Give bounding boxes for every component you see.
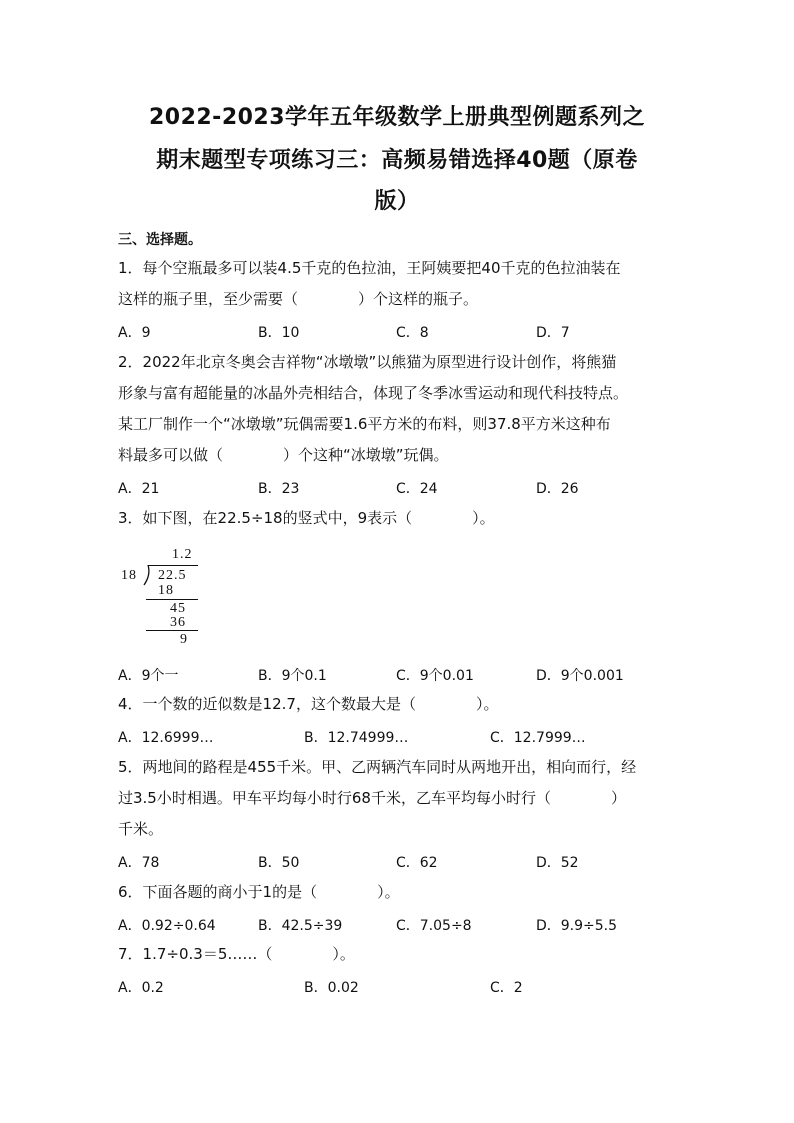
question-2-line-1: 2．2022年北京冬奥会吉祥物“冰墩墩”以熊猫为原型进行设计创作，将熊猫 [118, 353, 617, 371]
option-b[interactable]: B．10 [258, 325, 300, 341]
question-1 [118, 253, 678, 315]
option-c[interactable]: C．2 [490, 980, 523, 996]
question-6-options [118, 915, 678, 935]
question-1-line-2: 这样的瓶子里，至少需要（ ）个这样的瓶子。 [118, 290, 479, 308]
division-step-2: 45 [170, 601, 186, 616]
division-divisor: 18 [121, 568, 137, 583]
question-3-options [118, 665, 678, 685]
question-4-options [118, 727, 678, 747]
title-line-3: 版） [374, 189, 420, 214]
question-2-line-4: 料最多可以做（ ）个这种“冰墩墩”玩偶。 [118, 446, 449, 464]
division-dividend: 22.5 [158, 568, 187, 583]
division-quotient: 1.2 [172, 547, 193, 562]
option-c[interactable]: C．9个0.01 [396, 668, 474, 684]
option-b[interactable]: B．0.02 [304, 980, 359, 996]
option-c[interactable]: C．24 [396, 481, 438, 497]
question-4 [118, 689, 678, 720]
question-1-line-1: 1．每个空瓶最多可以装4.5千克的色拉油，王阿姨要把40千克的色拉油装在 [118, 259, 621, 277]
question-7-line-1: 7．1.7÷0.3＝5……（ ）。 [118, 945, 355, 963]
question-6 [118, 877, 678, 908]
question-4-line-1: 4．一个数的近似数是12.7，这个数最大是（ ）。 [118, 695, 499, 713]
question-2-line-3: 某工厂制作一个“冰墩墩”玩偶需要1.6平方米的布料，则37.8平方米这种布 [118, 415, 611, 433]
question-2 [118, 347, 678, 471]
section-heading: 三、选择题。 [118, 232, 202, 248]
division-rule-2 [146, 630, 198, 631]
question-2-line-2: 形象与富有超能量的冰晶外壳相结合，体现了冬季冰雪运动和现代科技特点。 [118, 384, 629, 402]
option-b[interactable]: B．23 [258, 481, 300, 497]
option-b[interactable]: B．42.5÷39 [258, 918, 343, 934]
option-a[interactable]: A．0.92÷0.64 [118, 918, 216, 934]
division-bar [148, 565, 198, 566]
option-a[interactable]: A．0.2 [118, 980, 164, 996]
option-d[interactable]: D．7 [536, 325, 570, 341]
question-2-options [118, 478, 678, 498]
question-1-options [118, 322, 678, 342]
option-d[interactable]: D．9个0.001 [536, 668, 624, 684]
option-a[interactable]: A．9个一 [118, 668, 179, 684]
long-division-figure [118, 547, 208, 647]
division-step-1: 18 [158, 583, 174, 598]
title-line-2: 期末题型专项练习三：高频易错选择40题（原卷 [156, 148, 638, 173]
option-c[interactable]: C．62 [396, 855, 438, 871]
option-d[interactable]: D．52 [536, 855, 579, 871]
question-5-options [118, 852, 678, 872]
question-5-line-3: 千米。 [118, 820, 164, 838]
question-6-line-1: 6．下面各题的商小于1的是（ ）。 [118, 883, 400, 901]
division-step-3: 36 [170, 615, 186, 630]
option-c[interactable]: C．8 [396, 325, 429, 341]
option-d[interactable]: D．9.9÷5.5 [536, 918, 618, 934]
option-a[interactable]: A．12.6999… [118, 730, 214, 746]
division-rule-1 [146, 599, 198, 600]
question-3 [118, 503, 678, 534]
question-5 [118, 752, 678, 845]
option-a[interactable]: A．78 [118, 855, 160, 871]
option-b[interactable]: B．9个0.1 [258, 668, 327, 684]
option-b[interactable]: B．50 [258, 855, 300, 871]
question-3-line-1: 3．如下图，在22.5÷18的竖式中，9表示（ ）。 [118, 509, 495, 527]
option-a[interactable]: A．9 [118, 325, 151, 341]
option-a[interactable]: A．21 [118, 481, 160, 497]
option-c[interactable]: C．7.05÷8 [396, 918, 472, 934]
division-remainder: 9 [180, 632, 188, 647]
option-c[interactable]: C．12.7999… [490, 730, 586, 746]
question-7 [118, 939, 678, 970]
option-b[interactable]: B．12.74999… [304, 730, 409, 746]
option-d[interactable]: D．26 [536, 481, 579, 497]
title-line-1: 2022-2023学年五年级数学上册典型例题系列之 [148, 105, 646, 130]
division-bracket [142, 564, 152, 586]
question-7-options [118, 977, 678, 997]
question-5-line-2: 过3.5小时相遇。甲车平均每小时行68千米，乙车平均每小时行（ ） [118, 789, 626, 807]
question-5-line-1: 5．两地间的路程是455千米。甲、乙两辆汽车同时从两地开出，相向而行，经 [118, 758, 637, 776]
